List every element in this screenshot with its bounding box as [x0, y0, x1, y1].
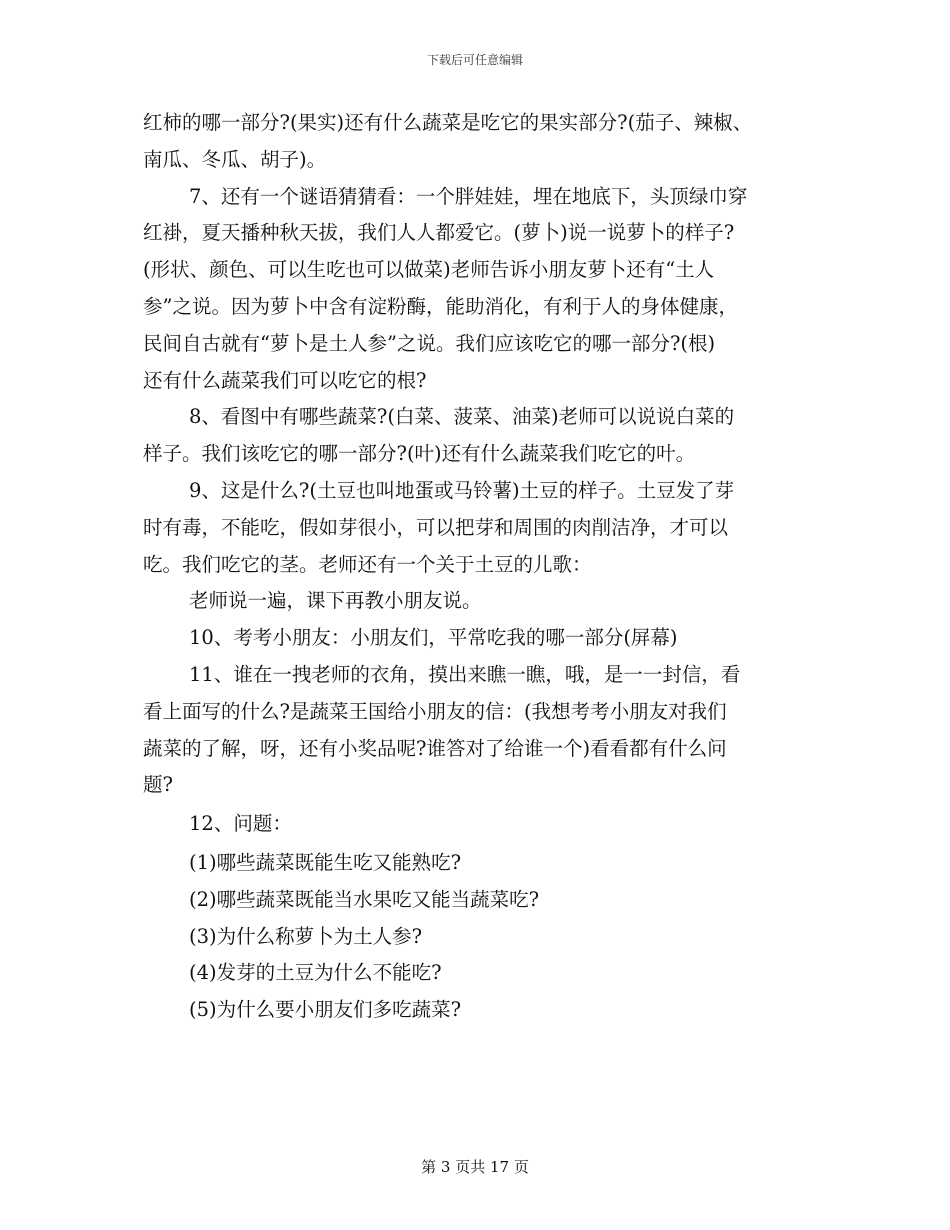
- paragraph-11-line: 11、谁在一拽老师的衣角，摸出来瞧一瞧，哦，是一一封信，看: [189, 662, 741, 686]
- question-item: (3)为什么称萝卜为土人参?: [189, 924, 423, 948]
- text-line: 红褂，夏天播种秋天拔，我们人人都爱它。(萝卜)说一说萝卜的样子?: [143, 221, 735, 245]
- text-line: 参”之说。因为萝卜中含有淀粉酶，能助消化，有利于人的身体健康，: [143, 294, 738, 318]
- text-line: 看上面写的什么?是蔬菜王国给小朋友的信：(我想考考小朋友对我们: [143, 699, 727, 723]
- document-body: [143, 105, 818, 1029]
- paragraph-7-line: 7、还有一个谜语猜猜看：一个胖娃娃，埋在地底下，头顶绿巾穿: [189, 184, 748, 208]
- text-line: 南瓜、冬瓜、胡子)。: [143, 147, 327, 171]
- paragraph-9-line: 9、这是什么?(土豆也叫地蛋或马铃薯)土豆的样子。土豆发了芽: [189, 478, 735, 502]
- paragraph-10-line: 10、考考小朋友：小朋友们，平常吃我的哪一部分(屏幕): [189, 626, 678, 650]
- page-number: 第 3 页共 17 页: [421, 1158, 529, 1176]
- text-line: 蔬菜的了解，呀，还有小奖品呢?谁答对了给谁一个)看看都有什么问: [143, 736, 727, 760]
- question-item: (1)哪些蔬菜既能生吃又能熟吃?: [189, 850, 462, 874]
- text-line: 题?: [143, 773, 173, 797]
- text-line: 民间自古就有“萝卜是土人参”之说。我们应该吃它的哪一部分?(根): [143, 331, 716, 355]
- question-item: (5)为什么要小朋友们多吃蔬菜?: [189, 998, 462, 1022]
- text-line: 时有毒，不能吃，假如芽很小，可以把芽和周围的肉削洁净，才可以: [143, 515, 729, 539]
- question-item: (4)发芽的土豆为什么不能吃?: [189, 961, 442, 985]
- question-item: (2)哪些蔬菜既能当水果吃又能当蔬菜吃?: [189, 887, 540, 911]
- text-line: (形状、颜色、可以生吃也可以做菜)老师告诉小朋友萝卜还有“土人: [143, 258, 715, 282]
- paragraph-8-line: 8、看图中有哪些蔬菜?(白菜、菠菜、油菜)老师可以说说白菜的: [189, 405, 735, 429]
- text-line: 老师说一遍，课下再教小朋友说。: [189, 589, 482, 613]
- page-header: 下载后可任意编辑: [426, 53, 523, 67]
- text-line: 样子。我们该吃它的哪一部分?(叶)还有什么蔬菜我们吃它的叶。: [143, 442, 696, 466]
- paragraph-12-line: 12、问题：: [189, 812, 292, 836]
- text-line: 红柿的哪一部分?(果实)还有什么蔬菜是吃它的果实部分?(茄子、辣椒、: [143, 111, 753, 134]
- text-line: 吃。我们吃它的茎。老师还有一个关于土豆的儿歌：: [143, 552, 592, 576]
- text-line: 还有什么蔬菜我们可以吃它的根?: [143, 368, 427, 392]
